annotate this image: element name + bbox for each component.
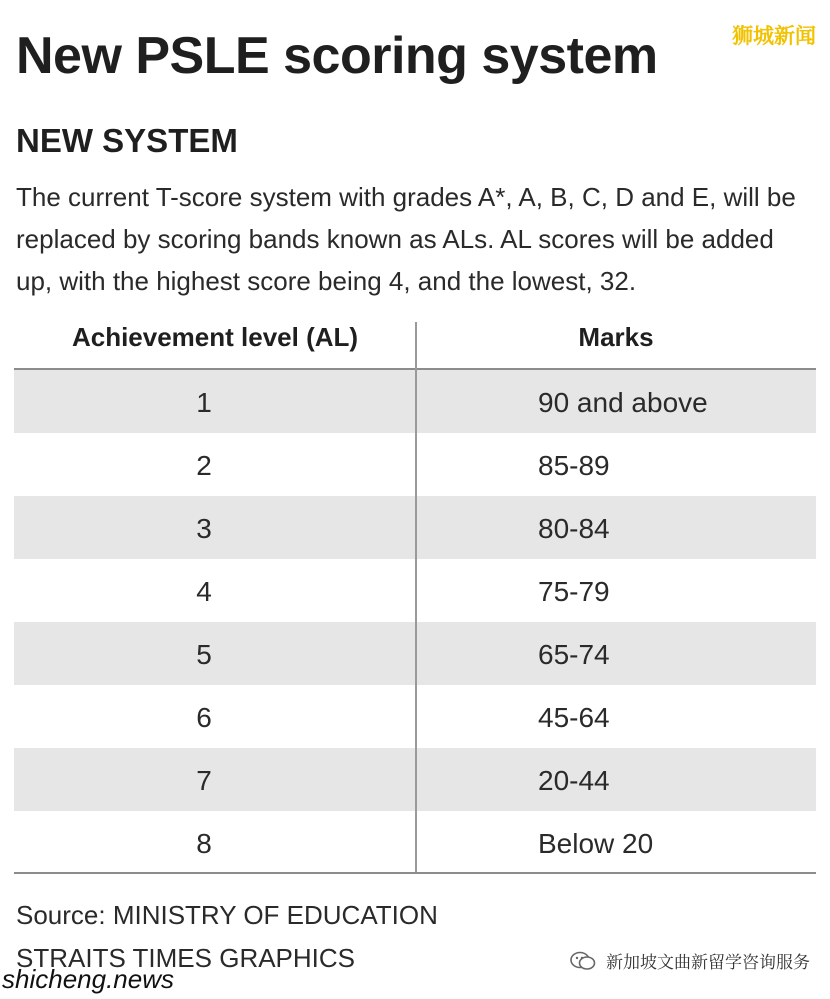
site-watermark: shicheng.news	[2, 964, 174, 994]
wechat-icon	[570, 951, 596, 971]
graphics-credit: STRAITS TIMES GRAPHICS	[16, 943, 356, 973]
cell-al: 7	[196, 765, 212, 796]
cell-marks: 75-79	[538, 576, 610, 607]
page-title: New PSLE scoring system	[16, 27, 658, 85]
cell-al: 6	[196, 702, 212, 733]
cell-al: 5	[196, 639, 212, 670]
source-credit: Source: MINISTRY OF EDUCATION	[16, 900, 438, 930]
cell-marks: 65-74	[538, 639, 610, 670]
wechat-account-badge	[570, 948, 810, 973]
cell-marks: 45-64	[538, 702, 610, 733]
cell-marks: 80-84	[538, 513, 610, 544]
cell-marks: Below 20	[538, 828, 654, 859]
al-marks-table	[14, 322, 816, 859]
table-bottom-rule	[14, 872, 816, 874]
cell-marks: 90 and above	[538, 387, 708, 418]
description-text: The current T-score system with grades A*, A, B, C, D and E, will be replaced by scoring bands known as ALs. AL scores will be added up, with the highest score being 4, and the lowest, 32.	[16, 182, 796, 296]
cell-al: 8	[196, 828, 212, 859]
cell-al: 2	[196, 450, 212, 481]
wechat-account-name: 新加坡文曲新留学咨询服务	[606, 953, 810, 973]
column-divider	[415, 322, 417, 874]
header-achievement-level: Achievement level (AL)	[71, 322, 359, 352]
header-marks: Marks	[578, 322, 654, 352]
cell-al: 4	[196, 576, 212, 607]
watermark-top: 狮城新闻	[732, 24, 816, 48]
cell-al: 3	[196, 513, 212, 544]
section-subtitle: NEW SYSTEM	[16, 122, 238, 159]
cell-al: 1	[196, 387, 212, 418]
cell-marks: 85-89	[538, 450, 610, 481]
cell-marks: 20-44	[538, 765, 610, 796]
